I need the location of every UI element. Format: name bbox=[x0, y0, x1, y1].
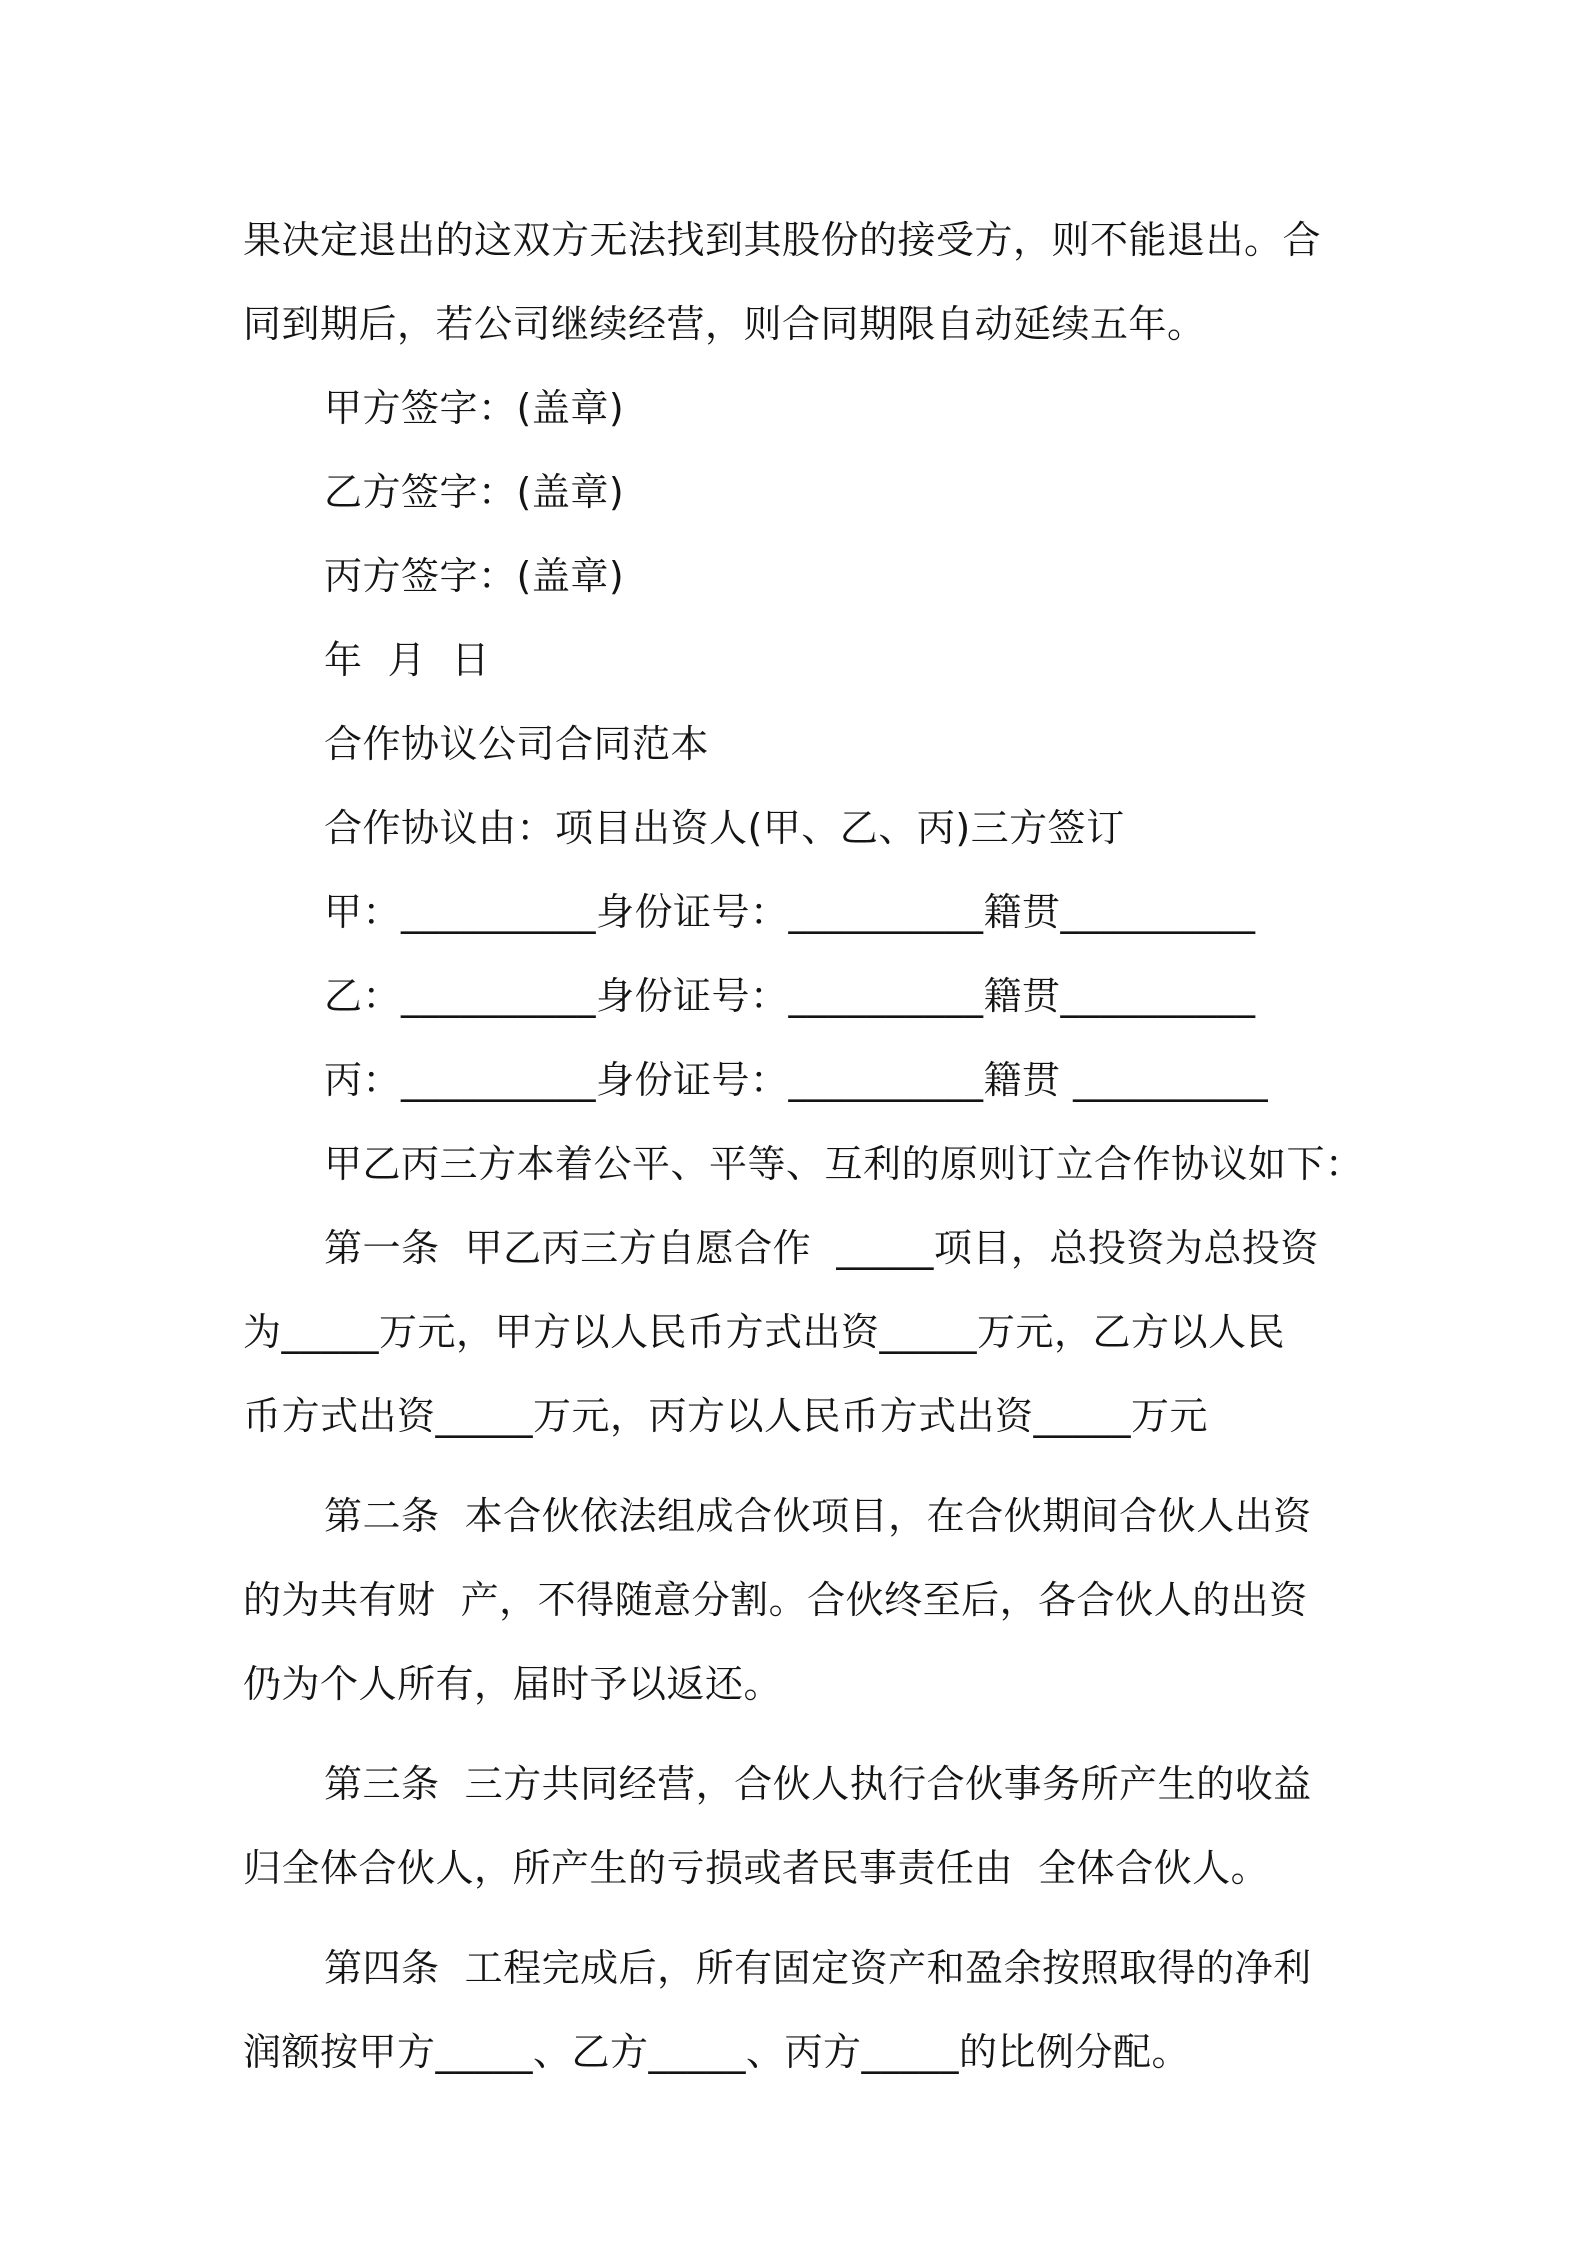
text-line: 甲方签字：(盖章) bbox=[324, 386, 625, 430]
text-line: 甲：__________身份证号：__________籍贯__________ bbox=[324, 890, 1256, 934]
text-line: 的为共有财 产，不得随意分割。合伙终至后，各合伙人的出资 bbox=[243, 1578, 1308, 1622]
text-line: 乙方签字：(盖章) bbox=[324, 470, 625, 514]
text-line: 丙：__________身份证号：__________籍贯 __________ bbox=[324, 1058, 1269, 1102]
text-line: 第二条 本合伙依法组成合伙项目，在合伙期间合伙人出资 bbox=[324, 1494, 1312, 1538]
text-line: 第四条 工程完成后，所有固定资产和盈余按照取得的净利 bbox=[324, 1946, 1312, 1990]
text-line: 同到期后，若公司继续经营，则合同期限自动延续五年。 bbox=[243, 302, 1206, 346]
text-line: 第一条 甲乙丙三方自愿合作 _____项目，总投资为总投资 bbox=[324, 1226, 1319, 1270]
text-line: 合作协议由：项目出资人(甲、乙、丙)三方签订 bbox=[324, 806, 1125, 850]
text-line: 第三条 三方共同经营，合伙人执行合伙事务所产生的收益 bbox=[324, 1762, 1312, 1806]
text-line: 乙：__________身份证号：__________籍贯__________ bbox=[324, 974, 1256, 1018]
document-body bbox=[243, 198, 1364, 2094]
text-line: 仍为个人所有，届时予以返还。 bbox=[243, 1662, 783, 1706]
text-line: 合作协议公司合同范本 bbox=[324, 722, 710, 766]
text-line: 丙方签字：(盖章) bbox=[324, 554, 625, 598]
document-page bbox=[243, 198, 1364, 2094]
text-line: 为_____万元，甲方以人民币方式出资_____万元，乙方以人民 bbox=[243, 1310, 1286, 1354]
text-line: 归全体合伙人，所产生的亏损或者民事责任由 全体合伙人。 bbox=[243, 1846, 1270, 1890]
text-line: 润额按甲方_____、乙方_____、丙方_____的比例分配。 bbox=[243, 2030, 1191, 2074]
text-line: 甲乙丙三方本着公平、平等、互利的原则订立合作协议如下： bbox=[324, 1142, 1364, 1186]
text-line: 币方式出资_____万元，丙方以人民币方式出资_____万元 bbox=[243, 1394, 1209, 1438]
text-line: 年 月 日 bbox=[324, 638, 490, 682]
text-line: 果决定退出的这双方无法找到其股份的接受方，则不能退出。合 bbox=[243, 218, 1322, 262]
